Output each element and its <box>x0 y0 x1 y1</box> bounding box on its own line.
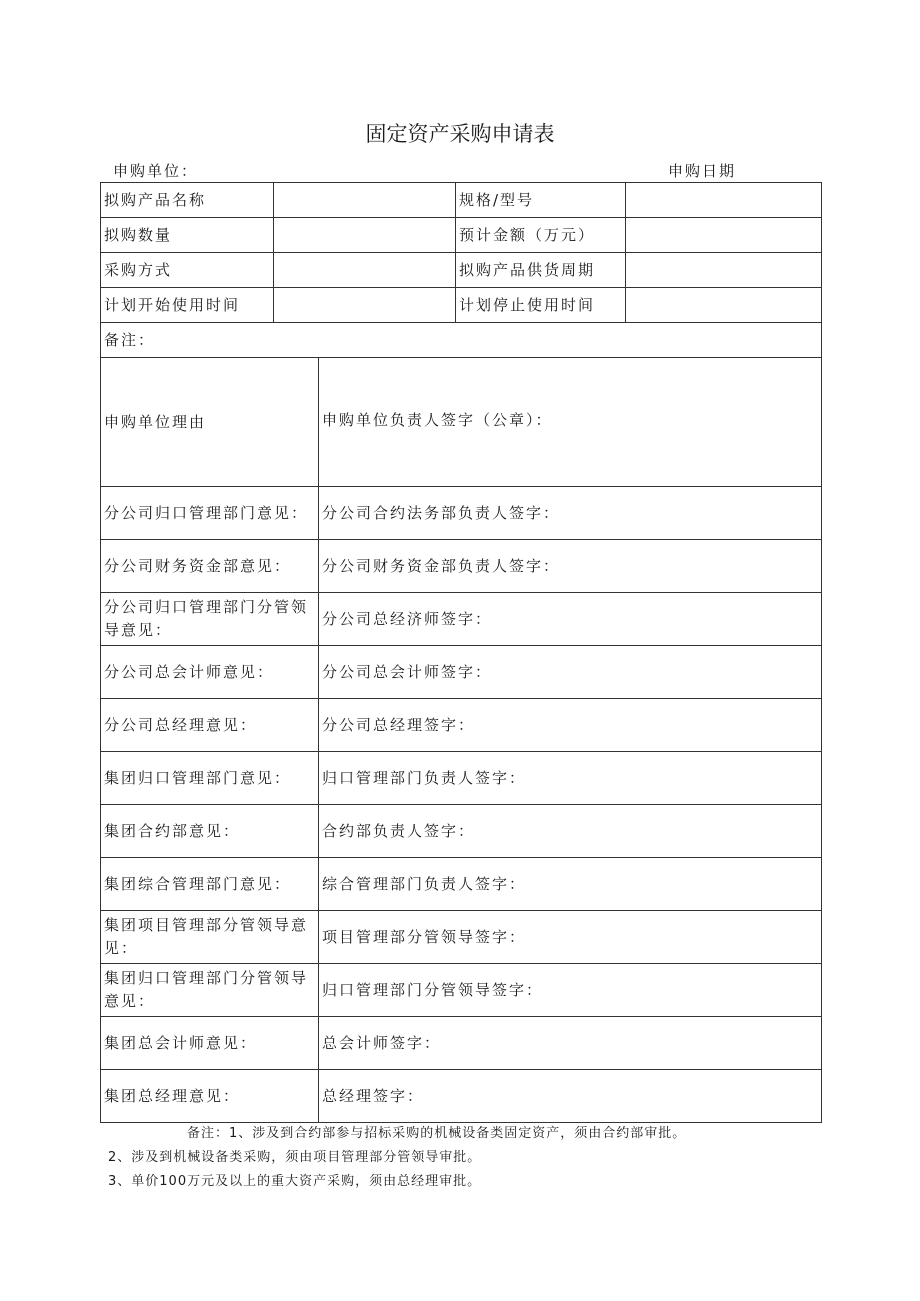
stop-use-time-field[interactable] <box>626 288 822 323</box>
group-gm-opinion-label: 集团总经理意见： <box>101 1070 319 1123</box>
product-name-field[interactable] <box>274 183 456 218</box>
table-row <box>101 288 822 323</box>
group-project-leader-opinion-label: 集团项目管理部分管领导意见： <box>101 911 319 964</box>
supply-cycle-label: 拟购产品供货周期 <box>456 253 626 288</box>
branch-leader-opinion-label: 分公司归口管理部门分管领导意见： <box>101 593 319 646</box>
branch-legal-signature-field[interactable]: 分公司合约法务部负责人签字： <box>319 487 822 540</box>
table-row <box>101 253 822 288</box>
quantity-field[interactable] <box>274 218 456 253</box>
purchase-method-label: 采购方式 <box>101 253 274 288</box>
table-row <box>101 911 822 964</box>
group-accountant-signature-field[interactable]: 总会计师签字： <box>319 1017 822 1070</box>
supply-cycle-field[interactable] <box>626 253 822 288</box>
branch-accountant-signature-field[interactable]: 分公司总会计师签字： <box>319 646 822 699</box>
page-title: 固定资产采购申请表 <box>365 122 555 146</box>
purchase-method-field[interactable] <box>274 253 456 288</box>
start-use-time-label: 计划开始使用时间 <box>101 288 274 323</box>
start-use-time-field[interactable] <box>274 288 456 323</box>
spec-model-label: 规格/型号 <box>456 183 626 218</box>
quantity-label: 拟购数量 <box>101 218 274 253</box>
purchase-form-table <box>100 182 822 1123</box>
group-dept-opinion-label: 集团归口管理部门意见： <box>101 752 319 805</box>
group-gm-signature-field[interactable]: 总经理签字： <box>319 1070 822 1123</box>
table-row <box>101 323 822 358</box>
table-row <box>101 183 822 218</box>
table-row <box>101 805 822 858</box>
table-row <box>101 593 822 646</box>
group-admin-opinion-label: 集团综合管理部门意见： <box>101 858 319 911</box>
purchasing-unit-label: 申购单位： <box>113 162 199 180</box>
group-dept-signature-field[interactable]: 归口管理部门负责人签字： <box>319 752 822 805</box>
group-accountant-opinion-label: 集团总会计师意见： <box>101 1017 319 1070</box>
group-dept-leader-opinion-label: 集团归口管理部门分管领导意见： <box>101 964 319 1017</box>
table-row <box>101 487 822 540</box>
spec-model-field[interactable] <box>626 183 822 218</box>
stop-use-time-label: 计划停止使用时间 <box>456 288 626 323</box>
table-row <box>101 218 822 253</box>
table-row <box>101 358 822 487</box>
branch-gm-signature-field[interactable]: 分公司总经理签字： <box>319 699 822 752</box>
branch-finance-opinion-label: 分公司财务资金部意见： <box>101 540 319 593</box>
note-line-3: 3、单价100万元及以上的重大资产采购，须由总经理审批。 <box>108 1174 482 1189</box>
purchase-date-label: 申购日期 <box>668 162 737 180</box>
branch-finance-signature-field[interactable]: 分公司财务资金部负责人签字： <box>319 540 822 593</box>
estimated-amount-label: 预计金额（万元） <box>456 218 626 253</box>
table-row <box>101 858 822 911</box>
table-row <box>101 1070 822 1123</box>
note-line-2: 2、涉及到机械设备类采购，须由项目管理部分管领导审批。 <box>108 1150 482 1165</box>
applicant-reason-label: 申购单位理由 <box>101 358 319 487</box>
branch-gm-opinion-label: 分公司总经理意见： <box>101 699 319 752</box>
table-row <box>101 1017 822 1070</box>
group-project-leader-signature-field[interactable]: 项目管理部分管领导签字： <box>319 911 822 964</box>
branch-dept-opinion-label: 分公司归口管理部门意见： <box>101 487 319 540</box>
table-row <box>101 646 822 699</box>
table-row <box>101 964 822 1017</box>
table-row <box>101 699 822 752</box>
product-name-label: 拟购产品名称 <box>101 183 274 218</box>
table-row <box>101 752 822 805</box>
remarks-label[interactable]: 备注： <box>101 323 822 358</box>
applicant-signature-field[interactable]: 申购单位负责人签字（公章）： <box>319 358 822 487</box>
branch-economist-signature-field[interactable]: 分公司总经济师签字： <box>319 593 822 646</box>
estimated-amount-field[interactable] <box>626 218 822 253</box>
group-contract-opinion-label: 集团合约部意见： <box>101 805 319 858</box>
group-admin-signature-field[interactable]: 综合管理部门负责人签字： <box>319 858 822 911</box>
group-contract-signature-field[interactable]: 合约部负责人签字： <box>319 805 822 858</box>
table-row <box>101 540 822 593</box>
note-line-1: 备注：1、涉及到合约部参与招标采购的机械设备类固定资产，须由合约部审批。 <box>187 1126 687 1141</box>
branch-accountant-opinion-label: 分公司总会计师意见： <box>101 646 319 699</box>
group-dept-leader-signature-field[interactable]: 归口管理部门分管领导签字： <box>319 964 822 1017</box>
